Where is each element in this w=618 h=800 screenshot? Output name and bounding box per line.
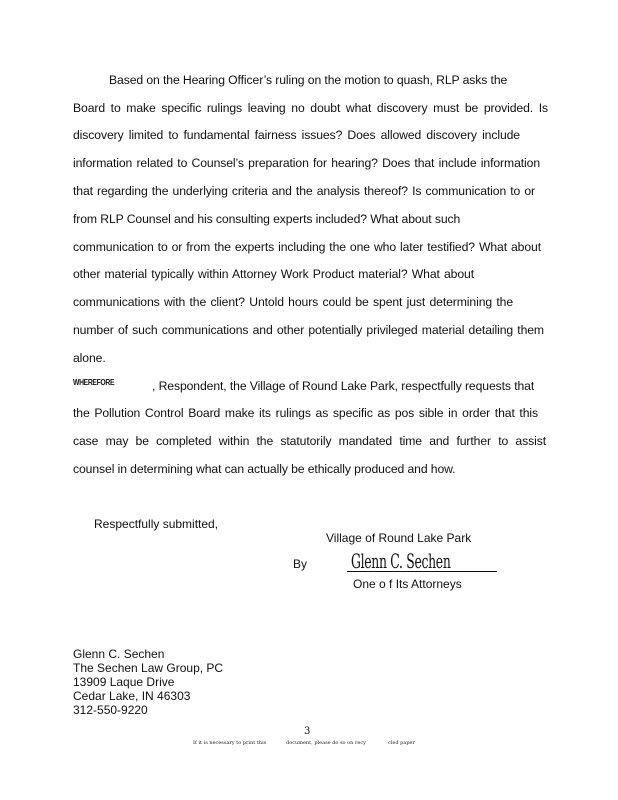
body-line-3: discovery limited to fundamental fairness issues? Does allowed discovery include: [73, 128, 520, 142]
footer-note-3: cled paper: [388, 740, 415, 746]
respectfully-submitted: Respectfully submitted,: [94, 517, 219, 531]
body-line-10: number of such communications and other potentially privileged material detailing them: [73, 323, 544, 337]
entity-name: Village of Round Lake Park: [326, 531, 472, 545]
by-label: By: [293, 557, 308, 571]
body-line-1: Based on the Hearing Officer’s ruling on the motion to quash, RLP asks the: [109, 73, 508, 87]
body-line-11: alone.: [73, 351, 106, 365]
page-number: 3: [304, 726, 311, 737]
body-line-6: from RLP Counsel and his consulting experts included? What about such: [73, 212, 461, 226]
body-line-7: communication to or from the experts including the one who later testified? What about: [73, 240, 541, 254]
wherefore-line-2: the Pollution Control Board make its rulings as specific as pos sible in order that this: [73, 406, 538, 420]
contact-address-2: Cedar Lake, IN 46303: [73, 689, 191, 703]
body-line-4: information related to Counsel’s preparation for hearing? Does that include information: [73, 156, 540, 170]
attorney-role: One o f Its Attorneys: [353, 577, 462, 591]
footer-note-2: document, please do so on recy: [286, 740, 366, 746]
contact-phone: 312-550-9220: [73, 703, 148, 717]
body-line-8: other material typically within Attorney Work Product material? What about: [73, 267, 474, 281]
signature-line: [347, 571, 497, 572]
wherefore-label: WHEREFORE: [73, 378, 115, 387]
wherefore-line-1: , Respondent, the Village of Round Lake Park, respectfully requests that: [152, 379, 535, 393]
signature: Glenn C. Sechen: [351, 549, 451, 573]
footer-note-1: If it is necessary to print this: [193, 740, 267, 746]
contact-name: Glenn C. Sechen: [73, 647, 165, 661]
contact-address-1: 13909 Laque Drive: [73, 675, 175, 689]
wherefore-line-4: counsel in determining what can actually be ethically produced and how.: [73, 462, 456, 476]
body-line-2: Board to make specific rulings leaving no doubt what discovery must be provided. Is: [73, 101, 548, 115]
contact-firm: The Sechen Law Group, PC: [73, 661, 224, 675]
body-line-9: communications with the client? Untold hours could be spent just determining the: [73, 295, 513, 309]
wherefore-line-3: case may be completed within the statutorily mandated time and further to assist: [73, 434, 546, 448]
body-line-5: that regarding the underlying criteria and the analysis thereof? Is communication to or: [73, 184, 535, 198]
